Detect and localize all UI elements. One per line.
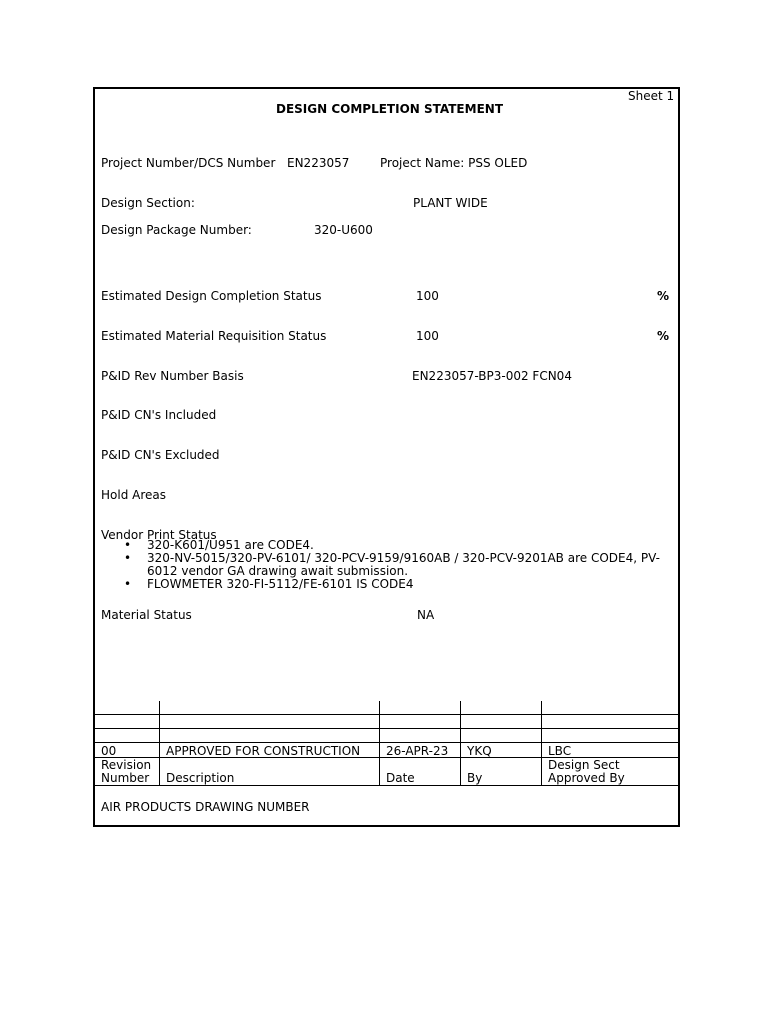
table-line: [94, 742, 680, 743]
revision-approved-cell: LBC: [548, 744, 572, 758]
header-design-sect: Design Sect: [548, 758, 620, 772]
revision-number-cell: 00: [101, 744, 117, 758]
design-section-value: PLANT WIDE: [413, 196, 488, 210]
pid-rev-value: EN223057-BP3-002 FCN04: [412, 369, 572, 383]
material-status-label: Material Status: [101, 608, 192, 622]
header-revision: Revision: [101, 758, 152, 772]
table-line: [379, 701, 380, 785]
material-requisition-unit: %: [657, 329, 670, 343]
pid-excluded-label: P&ID CN's Excluded: [101, 448, 220, 462]
revision-date-cell: 26-APR-23: [386, 744, 449, 758]
design-completion-value: 100: [416, 289, 439, 303]
design-section-label: Design Section:: [101, 196, 195, 210]
material-requisition-label: Estimated Material Requisition Status: [101, 329, 327, 343]
design-completion-unit: %: [657, 289, 670, 303]
vendor-print-list: [122, 539, 667, 591]
revision-description-cell: APPROVED FOR CONSTRUCTION: [166, 744, 361, 758]
drawing-number-label: AIR PRODUCTS DRAWING NUMBER: [101, 800, 310, 814]
design-package-label: Design Package Number:: [101, 223, 252, 237]
header-approved-by: Approved By: [548, 771, 625, 785]
table-line: [460, 701, 461, 785]
project-number-value: EN223057: [287, 156, 350, 170]
material-requisition-value: 100: [416, 329, 439, 343]
hold-areas-label: Hold Areas: [101, 488, 166, 502]
document-title: DESIGN COMPLETION STATEMENT: [276, 102, 503, 116]
header-description: Description: [166, 771, 235, 785]
design-completion-label: Estimated Design Completion Status: [101, 289, 322, 303]
vendor-print-item: • 320-K601/U951 are CODE4.: [122, 539, 667, 552]
table-line: [94, 785, 680, 786]
table-line: [159, 701, 160, 785]
project-name: Project Name: PSS OLED: [380, 156, 528, 170]
project-number-label: Project Number/DCS Number: [101, 156, 276, 170]
table-line: [94, 714, 680, 715]
material-status-value: NA: [417, 608, 435, 622]
vendor-print-item: • FLOWMETER 320-FI-5112/FE-6101 IS CODE4: [122, 578, 667, 591]
pid-rev-label: P&ID Rev Number Basis: [101, 369, 244, 383]
table-line: [94, 728, 680, 729]
design-package-value: 320-U600: [314, 223, 373, 237]
sheet-number: Sheet 1: [628, 89, 675, 103]
vendor-print-label: Vendor Print Status: [101, 528, 217, 542]
vendor-print-item: • 320-NV-5015/320-PV-6101/ 320-PCV-9159/9160AB / 320-PCV-9201AB are CODE4, PV-6012 vendor GA drawing await submission.: [122, 552, 667, 578]
revision-by-cell: YKQ: [467, 744, 492, 758]
header-by: By: [467, 771, 483, 785]
header-date: Date: [386, 771, 415, 785]
table-line: [541, 701, 542, 785]
pid-included-label: P&ID CN's Included: [101, 408, 217, 422]
header-number: Number: [101, 771, 150, 785]
